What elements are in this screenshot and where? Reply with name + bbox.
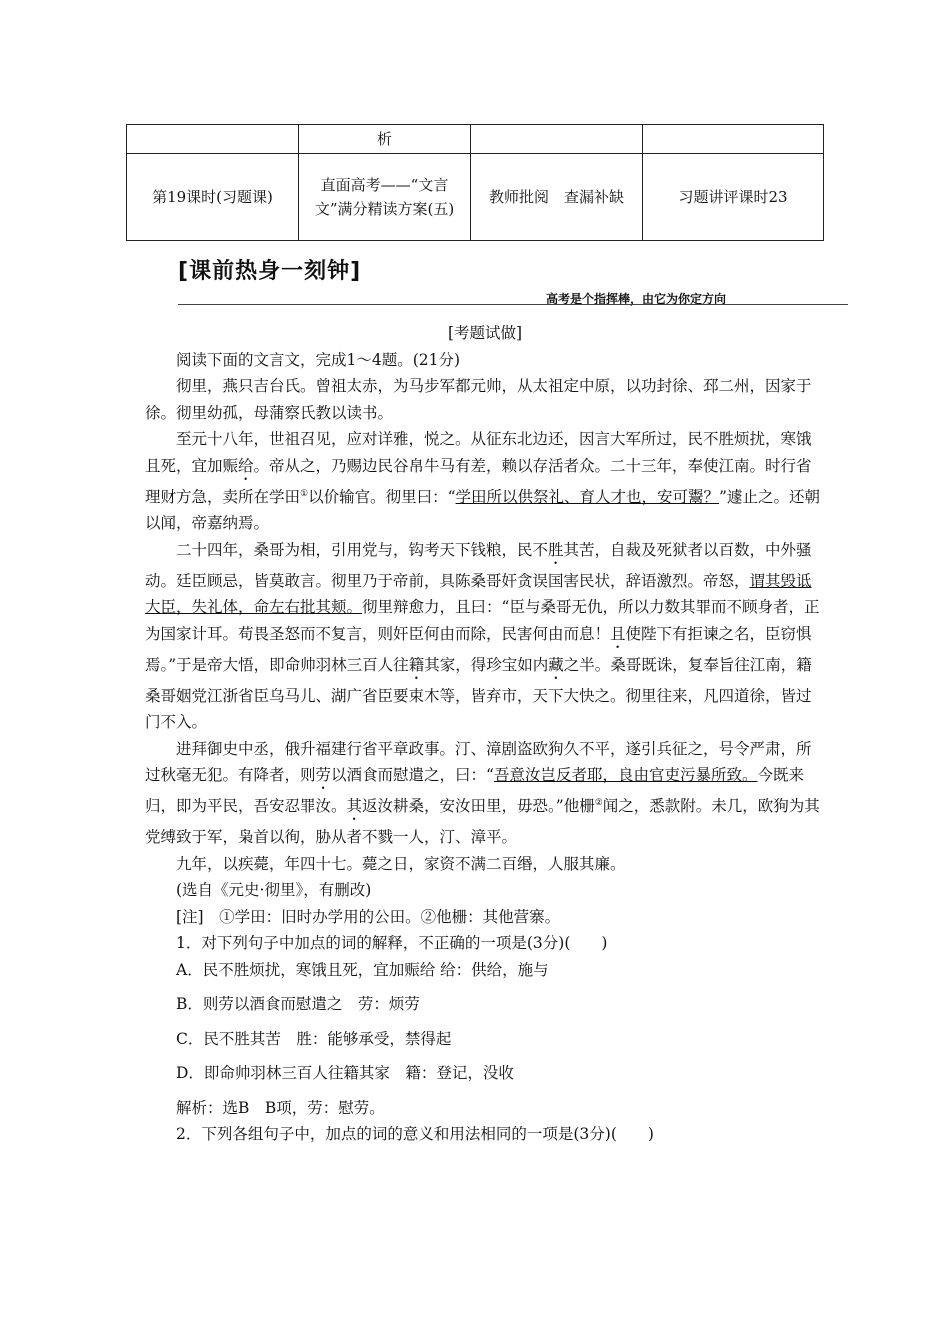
dotted-word: 劳 <box>315 766 332 784</box>
banner-slogan: 高考是个指挥棒，由它为你定方向 <box>545 292 726 306</box>
footnote-marker: ② <box>594 797 603 808</box>
text-run: 其苦，自裁及死狱者以百数，中外骚动。廷臣顾忌，皆莫敢言。彻里乃于帝前，具陈桑哥奸贪误国害民状，辞语激烈。帝怒， <box>145 540 812 590</box>
banner-divider <box>178 304 848 305</box>
dotted-word: 藏 <box>548 655 564 674</box>
question-option: C．民不胜其苦 胜：能够承受，禁得起 <box>176 1029 452 1048</box>
underlined-sentence: 学田所以供祭礼、育人才也，安可鬻？ <box>455 487 720 506</box>
passage-paragraph <box>145 426 825 537</box>
schedule-followup: 习题讲评课时23 <box>643 154 824 241</box>
footnote-marker: ① <box>300 488 309 499</box>
schedule-row <box>127 154 824 241</box>
section-title: [考题试做] <box>447 324 523 342</box>
underlined-sentence: 吾意汝岂反者耶，良由官吏污暴所致。 <box>493 766 758 784</box>
footnotes: [注] ①学田：旧时办学用的公田。②他栅：其他营寨。 <box>176 907 561 926</box>
text-run: 彻里辩愈力，且曰：“臣与桑哥无仇，所以力数其罪而不顾身者，正为国家计耳。苟畏圣怒而不复言，则奸臣何由而除，民害何由而息！ <box>145 598 820 643</box>
question-option: A．民不胜烦扰，寒饿且死，宜加赈给 给：供给，施与 <box>176 960 549 979</box>
text-run: 以价输官。彻里曰：“ <box>308 487 456 506</box>
text-run: 使陛下有拒谏之名，臣窃惧焉。”于是帝大悟，即命帅羽林三百人往 <box>145 624 812 674</box>
bracket-left-icon: [ <box>178 259 190 284</box>
passage-paragraph: 彻里，燕只吉台氏。曾祖太赤，为马步军都元帅，从太祖定中原，以功封徐、邳二州，因家于徐。彻里幼孤，母蒲察氏教以读书。 <box>145 377 812 422</box>
underlined-sentence: 谓其毁诋大臣，失礼体，命左右批其颊。 <box>145 571 812 616</box>
schedule-lesson: 第19课时(习题课) <box>127 154 299 241</box>
banner-title-text: 课前热身一刻钟 <box>189 259 351 284</box>
banner-title <box>178 254 361 285</box>
text-run: 二十四年，桑哥为相，引用党与，钩考天下钱粮，民不 <box>176 540 549 559</box>
dotted-word: 给 <box>238 456 254 475</box>
schedule-cell <box>643 125 824 154</box>
text-run: 返汝耕桑，安汝田里，毋恐。”他栅 <box>362 797 595 815</box>
dotted-word: 籍 <box>408 655 425 674</box>
question-option: B．则劳以酒食而慰遣之 劳：烦劳 <box>176 995 420 1013</box>
schedule-cell <box>127 125 299 154</box>
text-run: 。帝从之，乃赐边民谷帛牛马有差，赖以存活者众。二十三年，奉使江南。时行省理财方急，卖所在学田 <box>145 456 812 506</box>
schedule-topic: 直面高考——“文言文”满分精读方案(五) <box>299 154 471 241</box>
text-run: 进拜御史中丞，俄升福建行省平章政事。汀、漳剧盗欧狗久不平，遂引兵征之，号令严肃，所过秋毫无犯。有降者，则 <box>145 739 812 784</box>
instructions: 阅读下面的文言文，完成1～4题。(21分) <box>176 350 461 369</box>
schedule-cell: 析 <box>299 125 471 154</box>
schedule-task: 教师批阅 查漏补缺 <box>471 154 643 241</box>
text-run: 闻之，悉款附。未几，欧狗为其党缚致于军，枭首以徇，胁从者不戮一人，汀、漳平。 <box>145 797 820 846</box>
question-stem: 2．下列各组句子中，加点的词的意义和用法相同的一项是(3分)( ) <box>176 1125 654 1143</box>
passage-paragraph: 九年，以疾薨，年四十七。薨之日，家资不满二百缗，人服其廉。 <box>176 854 626 873</box>
dotted-word: 胜 <box>548 540 564 559</box>
dotted-word: 其 <box>346 797 363 815</box>
schedule-row <box>127 125 824 154</box>
section-banner <box>178 254 848 308</box>
text-run: 至元十八年，世祖召见，应对详雅，悦之。从征东北边还，因言大军所过，民不胜烦扰，寒饿且死，宜加赈 <box>145 430 812 475</box>
text-run: 之半。桑哥既诛，复奉旨往江南，籍桑哥姻党江浙省臣乌马儿、湖广省臣要束木等，皆弃市，天下大快之。彻里往来，凡四道徐，皆过门不入。 <box>145 655 812 731</box>
answer-explanation: 解析：选B B项，劳：慰劳。 <box>176 1098 385 1117</box>
source-citation: (选自《元史·彻里》，有删改) <box>176 881 372 899</box>
text-run: ”遽止之。还朝以闻，帝嘉纳焉。 <box>145 487 820 532</box>
text-run: 今既来归，即为平民，吾安忍罪汝。 <box>145 766 804 815</box>
exercise-content <box>145 320 825 1148</box>
text-run: 以酒食而慰遣之，曰：“ <box>331 766 494 784</box>
schedule-cell <box>471 125 643 154</box>
question-stem: 1．对下列句子中加点的词的解释，不正确的一项是(3分)( ) <box>176 934 608 952</box>
bracket-right-icon: ] <box>350 259 362 284</box>
question-option: D．即命帅羽林三百人往籍其家 籍：登记，没收 <box>176 1064 514 1082</box>
passage-paragraph <box>145 537 825 736</box>
passage-paragraph <box>145 736 825 851</box>
schedule-table <box>126 124 824 241</box>
dotted-word: 且 <box>610 624 626 643</box>
text-run: 其家，得珍宝如内 <box>424 655 549 674</box>
